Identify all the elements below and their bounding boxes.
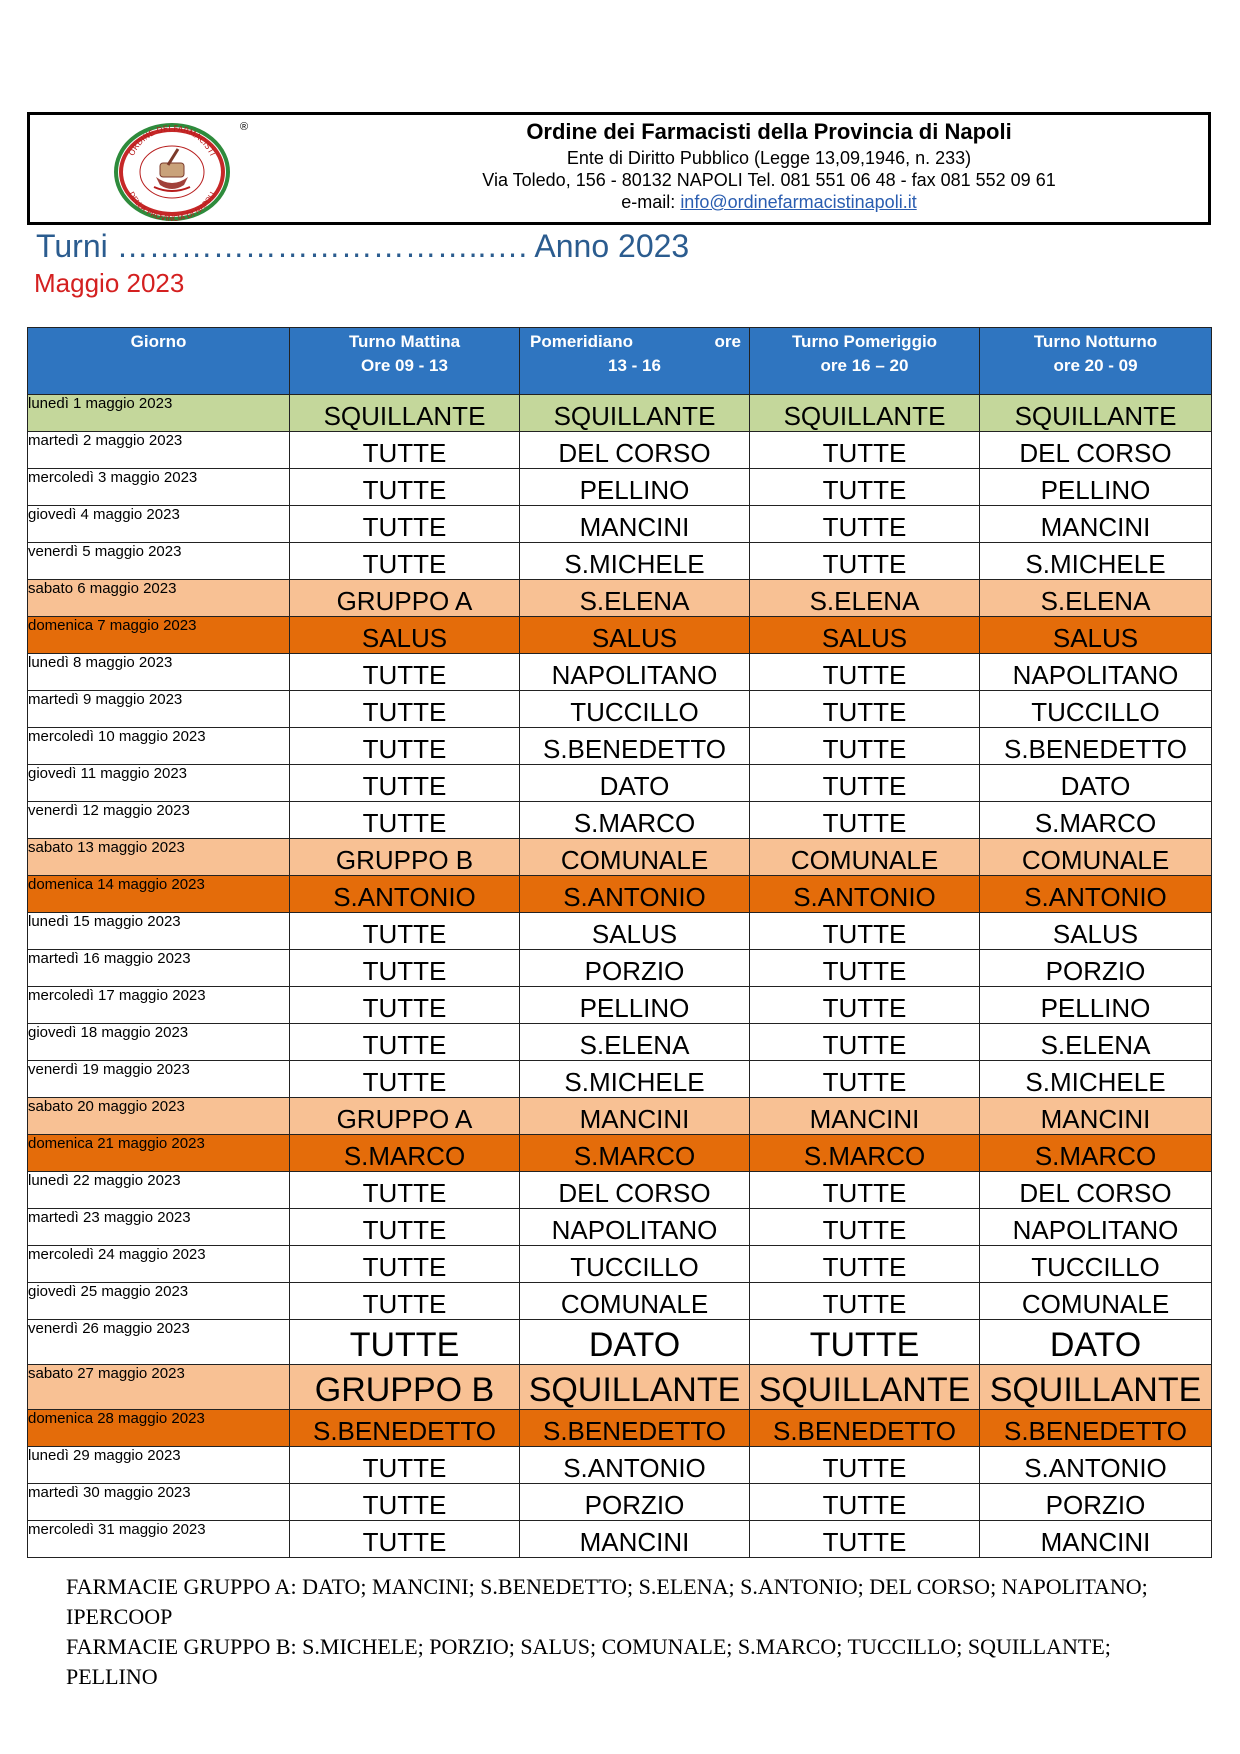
registered-mark: ®	[240, 121, 249, 133]
table-row	[28, 1320, 1212, 1365]
shift-cell-mattina: GRUPPO B	[290, 839, 520, 876]
table-row	[28, 876, 1212, 913]
table-row	[28, 691, 1212, 728]
shift-cell-notturno: SALUS	[980, 617, 1212, 654]
shift-cell-pomeridiano: NAPOLITANO	[520, 1209, 750, 1246]
table-row	[28, 728, 1212, 765]
shift-cell-pomeriggio: TUTTE	[750, 728, 980, 765]
col-header-pomeriggio: Turno Pomeriggio ore 16 – 20	[750, 328, 980, 395]
shift-cell-mattina: TUTTE	[290, 950, 520, 987]
shift-cell-mattina: TUTTE	[290, 1447, 520, 1484]
day-cell: domenica 7 maggio 2023	[28, 617, 290, 654]
shift-cell-pomeriggio: TUTTE	[750, 469, 980, 506]
shift-cell-pomeriggio: TUTTE	[750, 1283, 980, 1320]
shift-cell-pomeriggio: S.ELENA	[750, 580, 980, 617]
shift-cell-notturno: MANCINI	[980, 1521, 1212, 1558]
day-cell: venerdì 26 maggio 2023	[28, 1320, 290, 1365]
table-row	[28, 1283, 1212, 1320]
day-cell: lunedì 8 maggio 2023	[28, 654, 290, 691]
shift-cell-pomeridiano: TUCCILLO	[520, 691, 750, 728]
group-b-list: FARMACIE GRUPPO B: S.MICHELE; PORZIO; SALUS; COMUNALE; S.MARCO; TUCCILLO; SQUILLANTE; PELLINO	[66, 1634, 1111, 1689]
shift-cell-pomeridiano: SALUS	[520, 617, 750, 654]
shift-cell-notturno: S.MARCO	[980, 802, 1212, 839]
day-cell: martedì 30 maggio 2023	[28, 1484, 290, 1521]
email-link[interactable]: info@ordinefarmacistinapoli.it	[680, 192, 917, 212]
table-row	[28, 654, 1212, 691]
org-email-line	[330, 191, 1208, 213]
shift-cell-notturno: DEL CORSO	[980, 1172, 1212, 1209]
day-cell: martedì 9 maggio 2023	[28, 691, 290, 728]
shift-cell-notturno: TUCCILLO	[980, 691, 1212, 728]
email-label: e-mail:	[621, 192, 676, 212]
table-header-row	[28, 328, 1212, 395]
shift-cell-mattina: TUTTE	[290, 802, 520, 839]
shift-cell-notturno: S.ELENA	[980, 1024, 1212, 1061]
shift-cell-pomeridiano: MANCINI	[520, 1521, 750, 1558]
day-cell: lunedì 1 maggio 2023	[28, 395, 290, 432]
shift-cell-pomeriggio: TUTTE	[750, 1320, 980, 1365]
shift-cell-notturno: COMUNALE	[980, 1283, 1212, 1320]
shift-cell-pomeridiano: PELLINO	[520, 987, 750, 1024]
table-row	[28, 987, 1212, 1024]
day-cell: lunedì 15 maggio 2023	[28, 913, 290, 950]
table-row	[28, 1365, 1212, 1410]
shift-cell-pomeriggio: TUTTE	[750, 1172, 980, 1209]
day-cell: giovedì 11 maggio 2023	[28, 765, 290, 802]
shift-cell-mattina: SQUILLANTE	[290, 395, 520, 432]
shift-cell-pomeriggio: MANCINI	[750, 1098, 980, 1135]
shift-cell-pomeridiano: S.ANTONIO	[520, 1447, 750, 1484]
shift-cell-notturno: S.MICHELE	[980, 1061, 1212, 1098]
svg-text:ORDINE DEI FARMACISTI: ORDINE DEI FARMACISTI	[127, 123, 217, 158]
shift-cell-notturno: PELLINO	[980, 987, 1212, 1024]
table-row	[28, 802, 1212, 839]
shift-cell-mattina: TUTTE	[290, 1246, 520, 1283]
shift-cell-pomeriggio: TUTTE	[750, 1024, 980, 1061]
table-row	[28, 950, 1212, 987]
org-legal-line: Ente di Diritto Pubblico (Legge 13,09,1946, n. 233)	[566, 148, 972, 168]
shift-cell-pomeriggio: S.ANTONIO	[750, 876, 980, 913]
shift-cell-pomeridiano: PORZIO	[520, 1484, 750, 1521]
shift-cell-mattina: TUTTE	[290, 543, 520, 580]
shift-cell-pomeridiano: S.ELENA	[520, 580, 750, 617]
shift-cell-mattina: TUTTE	[290, 913, 520, 950]
shift-cell-mattina: TUTTE	[290, 987, 520, 1024]
day-cell: sabato 20 maggio 2023	[28, 1098, 290, 1135]
shift-cell-pomeridiano: NAPOLITANO	[520, 654, 750, 691]
org-address-line: Via Toledo, 156 - 80132 NAPOLI Tel. 081 551 06 48 - fax 081 552 09 61	[482, 170, 1056, 190]
shift-cell-notturno: COMUNALE	[980, 839, 1212, 876]
shift-cell-pomeriggio: TUTTE	[750, 432, 980, 469]
shift-cell-notturno: S.BENEDETTO	[980, 728, 1212, 765]
col-header-notturno: Turno Notturno ore 20 - 09	[980, 328, 1212, 395]
day-cell: mercoledì 10 maggio 2023	[28, 728, 290, 765]
order-seal-logo	[108, 123, 236, 221]
shift-cell-pomeridiano: S.MICHELE	[520, 1061, 750, 1098]
shift-cell-pomeridiano: S.MARCO	[520, 802, 750, 839]
letterhead-text	[330, 117, 1208, 213]
table-row	[28, 1410, 1212, 1447]
shift-cell-mattina: TUTTE	[290, 765, 520, 802]
shift-cell-pomeriggio: S.BENEDETTO	[750, 1410, 980, 1447]
turni-year-line: Turni ……………………………..…. Anno 2023	[36, 228, 690, 264]
shift-cell-pomeriggio: TUTTE	[750, 1061, 980, 1098]
shift-cell-notturno: DATO	[980, 765, 1212, 802]
table-row	[28, 1246, 1212, 1283]
table-row	[28, 765, 1212, 802]
shift-cell-pomeriggio: TUTTE	[750, 765, 980, 802]
shift-cell-pomeriggio: TUTTE	[750, 1447, 980, 1484]
shift-cell-notturno: DATO	[980, 1320, 1212, 1365]
day-cell: mercoledì 24 maggio 2023	[28, 1246, 290, 1283]
shift-cell-mattina: GRUPPO B	[290, 1365, 520, 1410]
col-header-pomeridiano: Pomeridiano ore 13 - 16	[520, 328, 750, 395]
shift-cell-pomeridiano: MANCINI	[520, 506, 750, 543]
schedule-table	[27, 327, 1212, 1558]
shift-cell-notturno: SQUILLANTE	[980, 1365, 1212, 1410]
col-header-giorno: Giorno	[28, 328, 290, 395]
shift-cell-pomeriggio: TUTTE	[750, 802, 980, 839]
shift-cell-notturno: TUCCILLO	[980, 1246, 1212, 1283]
shift-cell-pomeriggio: TUTTE	[750, 950, 980, 987]
day-cell: mercoledì 3 maggio 2023	[28, 469, 290, 506]
day-cell: sabato 13 maggio 2023	[28, 839, 290, 876]
table-row	[28, 395, 1212, 432]
shift-cell-notturno: S.ANTONIO	[980, 1447, 1212, 1484]
shift-cell-mattina: TUTTE	[290, 1521, 520, 1558]
org-title: Ordine dei Farmacisti della Provincia di Napoli	[526, 119, 1012, 144]
shift-cell-pomeridiano: TUCCILLO	[520, 1246, 750, 1283]
shift-cell-notturno: PORZIO	[980, 1484, 1212, 1521]
shift-cell-pomeriggio: TUTTE	[750, 1246, 980, 1283]
month-title: Maggio 2023	[34, 268, 185, 298]
letterhead	[27, 112, 1211, 225]
shift-cell-pomeridiano: SQUILLANTE	[520, 1365, 750, 1410]
table-row	[28, 1098, 1212, 1135]
shift-cell-mattina: TUTTE	[290, 728, 520, 765]
group-a-list: FARMACIE GRUPPO A: DATO; MANCINI; S.BENEDETTO; S.ELENA; S.ANTONIO; DEL CORSO; NAPOLITANO; IPERCOOP	[66, 1574, 1148, 1629]
shift-cell-pomeriggio: TUTTE	[750, 543, 980, 580]
shift-cell-pomeriggio: TUTTE	[750, 1521, 980, 1558]
shift-cell-pomeriggio: TUTTE	[750, 691, 980, 728]
shift-cell-pomeridiano: DEL CORSO	[520, 1172, 750, 1209]
table-row	[28, 913, 1212, 950]
shift-cell-mattina: TUTTE	[290, 1024, 520, 1061]
shift-cell-pomeridiano: MANCINI	[520, 1098, 750, 1135]
day-cell: giovedì 4 maggio 2023	[28, 506, 290, 543]
day-cell: mercoledì 17 maggio 2023	[28, 987, 290, 1024]
table-row	[28, 839, 1212, 876]
shift-cell-pomeridiano: DATO	[520, 765, 750, 802]
shift-cell-pomeriggio: S.MARCO	[750, 1135, 980, 1172]
shift-cell-pomeridiano: COMUNALE	[520, 839, 750, 876]
shift-cell-pomeridiano: DEL CORSO	[520, 432, 750, 469]
shift-cell-notturno: SQUILLANTE	[980, 395, 1212, 432]
day-cell: venerdì 5 maggio 2023	[28, 543, 290, 580]
shift-cell-mattina: TUTTE	[290, 1320, 520, 1365]
shift-cell-mattina: GRUPPO A	[290, 1098, 520, 1135]
shift-cell-mattina: S.MARCO	[290, 1135, 520, 1172]
table-row	[28, 432, 1212, 469]
shift-cell-mattina: TUTTE	[290, 1209, 520, 1246]
table-row	[28, 1061, 1212, 1098]
shift-cell-mattina: TUTTE	[290, 1061, 520, 1098]
shift-cell-notturno: S.ANTONIO	[980, 876, 1212, 913]
shift-cell-pomeriggio: TUTTE	[750, 987, 980, 1024]
table-row	[28, 1521, 1212, 1558]
shift-cell-mattina: TUTTE	[290, 432, 520, 469]
shift-cell-notturno: SALUS	[980, 913, 1212, 950]
day-cell: martedì 23 maggio 2023	[28, 1209, 290, 1246]
table-row	[28, 1447, 1212, 1484]
shift-cell-pomeriggio: TUTTE	[750, 913, 980, 950]
shift-cell-notturno: S.ELENA	[980, 580, 1212, 617]
table-row	[28, 580, 1212, 617]
day-cell: domenica 21 maggio 2023	[28, 1135, 290, 1172]
shift-cell-mattina: S.BENEDETTO	[290, 1410, 520, 1447]
table-row	[28, 617, 1212, 654]
shift-cell-mattina: TUTTE	[290, 1283, 520, 1320]
shift-cell-pomeridiano: PORZIO	[520, 950, 750, 987]
shift-cell-notturno: DEL CORSO	[980, 432, 1212, 469]
day-cell: martedì 16 maggio 2023	[28, 950, 290, 987]
shift-cell-pomeriggio: SQUILLANTE	[750, 395, 980, 432]
shift-cell-mattina: TUTTE	[290, 506, 520, 543]
shift-cell-pomeridiano: S.ANTONIO	[520, 876, 750, 913]
shift-cell-pomeridiano: S.MARCO	[520, 1135, 750, 1172]
table-row	[28, 1024, 1212, 1061]
day-cell: venerdì 12 maggio 2023	[28, 802, 290, 839]
shift-cell-notturno: S.BENEDETTO	[980, 1410, 1212, 1447]
shift-cell-pomeridiano: PELLINO	[520, 469, 750, 506]
shift-cell-mattina: TUTTE	[290, 469, 520, 506]
shift-cell-pomeridiano: DATO	[520, 1320, 750, 1365]
shift-cell-notturno: NAPOLITANO	[980, 654, 1212, 691]
shift-cell-pomeriggio: COMUNALE	[750, 839, 980, 876]
day-cell: sabato 27 maggio 2023	[28, 1365, 290, 1410]
table-row	[28, 1135, 1212, 1172]
svg-text:DELLA PROVINCIA DI NAPOLI: DELLA PROVINCIA DI NAPOLI	[126, 190, 218, 221]
day-cell: lunedì 29 maggio 2023	[28, 1447, 290, 1484]
table-row	[28, 506, 1212, 543]
groups-footer	[66, 1572, 1176, 1692]
shift-cell-pomeriggio: TUTTE	[750, 654, 980, 691]
shift-cell-pomeridiano: S.MICHELE	[520, 543, 750, 580]
shift-cell-pomeriggio: TUTTE	[750, 1484, 980, 1521]
shift-cell-pomeriggio: TUTTE	[750, 506, 980, 543]
day-cell: venerdì 19 maggio 2023	[28, 1061, 290, 1098]
day-cell: lunedì 22 maggio 2023	[28, 1172, 290, 1209]
shift-cell-pomeriggio: SQUILLANTE	[750, 1365, 980, 1410]
table-row	[28, 1484, 1212, 1521]
shift-cell-notturno: MANCINI	[980, 506, 1212, 543]
shift-cell-notturno: PORZIO	[980, 950, 1212, 987]
day-cell: domenica 14 maggio 2023	[28, 876, 290, 913]
shift-cell-mattina: SALUS	[290, 617, 520, 654]
table-row	[28, 1172, 1212, 1209]
shift-cell-mattina: TUTTE	[290, 1172, 520, 1209]
shift-cell-pomeridiano: SALUS	[520, 913, 750, 950]
table-row	[28, 543, 1212, 580]
day-cell: giovedì 25 maggio 2023	[28, 1283, 290, 1320]
day-cell: mercoledì 31 maggio 2023	[28, 1521, 290, 1558]
shift-cell-notturno: PELLINO	[980, 469, 1212, 506]
table-row	[28, 469, 1212, 506]
shift-cell-pomeridiano: S.BENEDETTO	[520, 728, 750, 765]
shift-cell-mattina: GRUPPO A	[290, 580, 520, 617]
shift-cell-pomeridiano: COMUNALE	[520, 1283, 750, 1320]
shift-cell-pomeriggio: TUTTE	[750, 1209, 980, 1246]
shift-cell-notturno: MANCINI	[980, 1098, 1212, 1135]
shift-cell-notturno: S.MARCO	[980, 1135, 1212, 1172]
day-cell: sabato 6 maggio 2023	[28, 580, 290, 617]
day-cell: martedì 2 maggio 2023	[28, 432, 290, 469]
shift-cell-mattina: TUTTE	[290, 654, 520, 691]
table-row	[28, 1209, 1212, 1246]
day-cell: domenica 28 maggio 2023	[28, 1410, 290, 1447]
shift-cell-pomeriggio: SALUS	[750, 617, 980, 654]
day-cell: giovedì 18 maggio 2023	[28, 1024, 290, 1061]
col-header-mattina: Turno Mattina Ore 09 - 13	[290, 328, 520, 395]
shift-cell-notturno: NAPOLITANO	[980, 1209, 1212, 1246]
shift-cell-pomeridiano: S.BENEDETTO	[520, 1410, 750, 1447]
shift-cell-mattina: TUTTE	[290, 1484, 520, 1521]
shift-cell-mattina: S.ANTONIO	[290, 876, 520, 913]
shift-cell-mattina: TUTTE	[290, 691, 520, 728]
shift-cell-pomeridiano: SQUILLANTE	[520, 395, 750, 432]
shift-cell-notturno: S.MICHELE	[980, 543, 1212, 580]
shift-cell-pomeridiano: S.ELENA	[520, 1024, 750, 1061]
